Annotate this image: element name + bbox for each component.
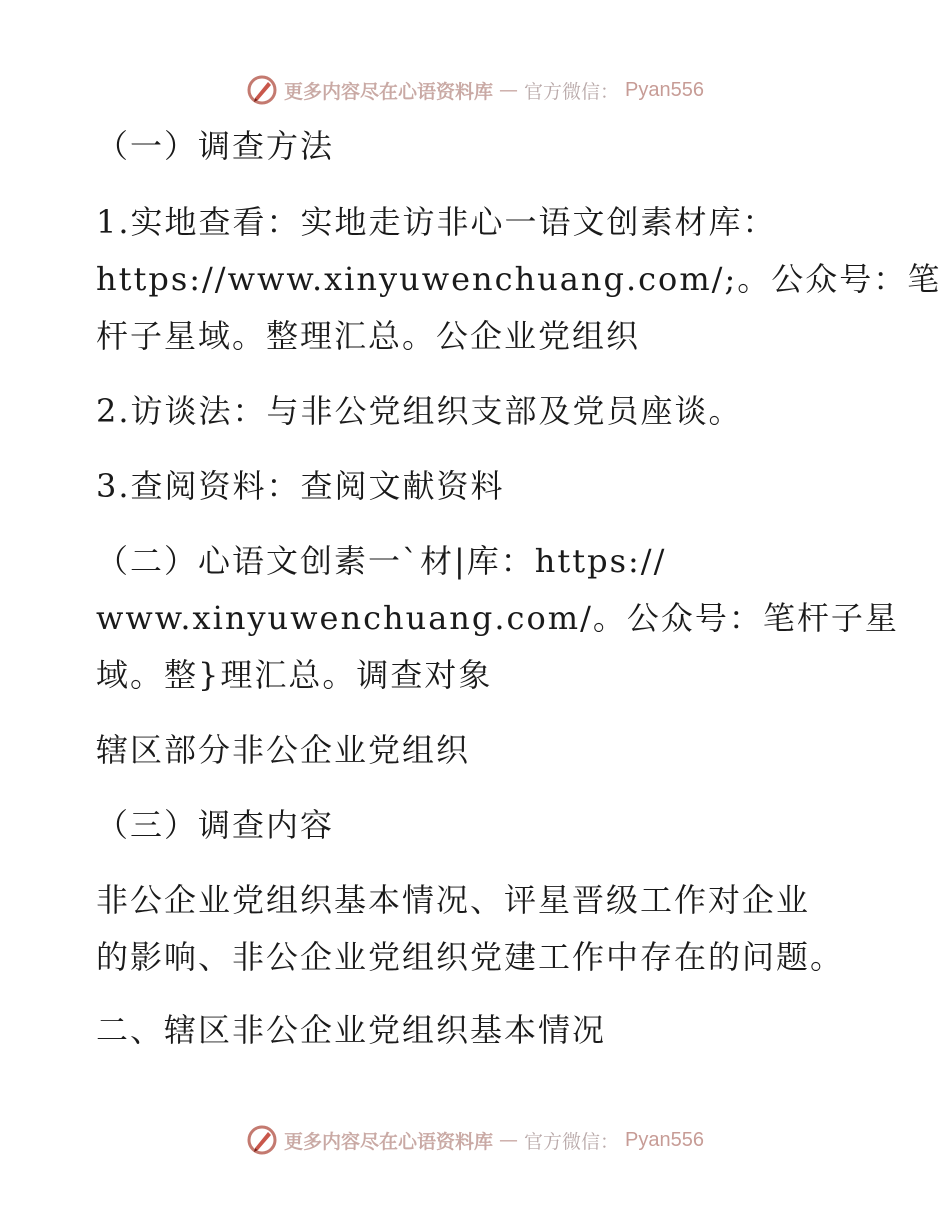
header-watermark <box>0 70 950 110</box>
watermark-wechat-label: 官方微信： <box>524 1130 620 1153</box>
watermark-dash: — <box>499 79 519 101</box>
footer-watermark <box>0 1120 950 1160</box>
paragraph-line: 域。整}理汇总。调查对象 <box>96 656 493 694</box>
heading-section-two: 二、辖区非公企业党组织基本情况 <box>96 1011 607 1049</box>
paragraph-line: 非公企业党组织基本情况、评星晋级工作对企业 <box>96 881 811 919</box>
pen-logo-icon <box>246 1124 278 1156</box>
paragraph-line: 3.查阅资料：查阅文献资料 <box>96 467 505 505</box>
heading-survey-method: （一）调查方法 <box>96 127 335 165</box>
paragraph-line: 1.实地查看：实地走访非心一语文创素材库： <box>96 203 777 241</box>
watermark-wechat-id: Pyan556 <box>625 78 704 101</box>
paragraph-line: 2.访谈法：与非公党组织支部及党员座谈。 <box>96 392 743 430</box>
watermark-wechat-label: 官方微信： <box>524 80 620 103</box>
heading-survey-content: （三）调查内容 <box>96 806 335 844</box>
paragraph-line: 杆子星域。整理汇总。公企业党组织 <box>96 317 641 355</box>
watermark-main-text: 更多内容尽在心语资料库 <box>284 1130 494 1153</box>
watermark-dash: — <box>499 1129 519 1151</box>
paragraph-line: www.xinyuwenchuang.com/。公众号：笔杆子星 <box>96 599 899 637</box>
watermark-main-text: 更多内容尽在心语资料库 <box>284 80 494 103</box>
pen-logo-icon <box>246 74 278 106</box>
paragraph-line: 的影响、非公企业党组织党建工作中存在的问题。 <box>96 938 845 976</box>
paragraph-line: 辖区部分非公企业党组织 <box>96 731 471 769</box>
watermark-wechat-id: Pyan556 <box>625 1128 704 1151</box>
heading-survey-object: （二）心语文创素一`材|库：https:// <box>96 542 667 580</box>
paragraph-line: https://www.xinyuwenchuang.com/;。公众号：笔 <box>96 260 942 298</box>
